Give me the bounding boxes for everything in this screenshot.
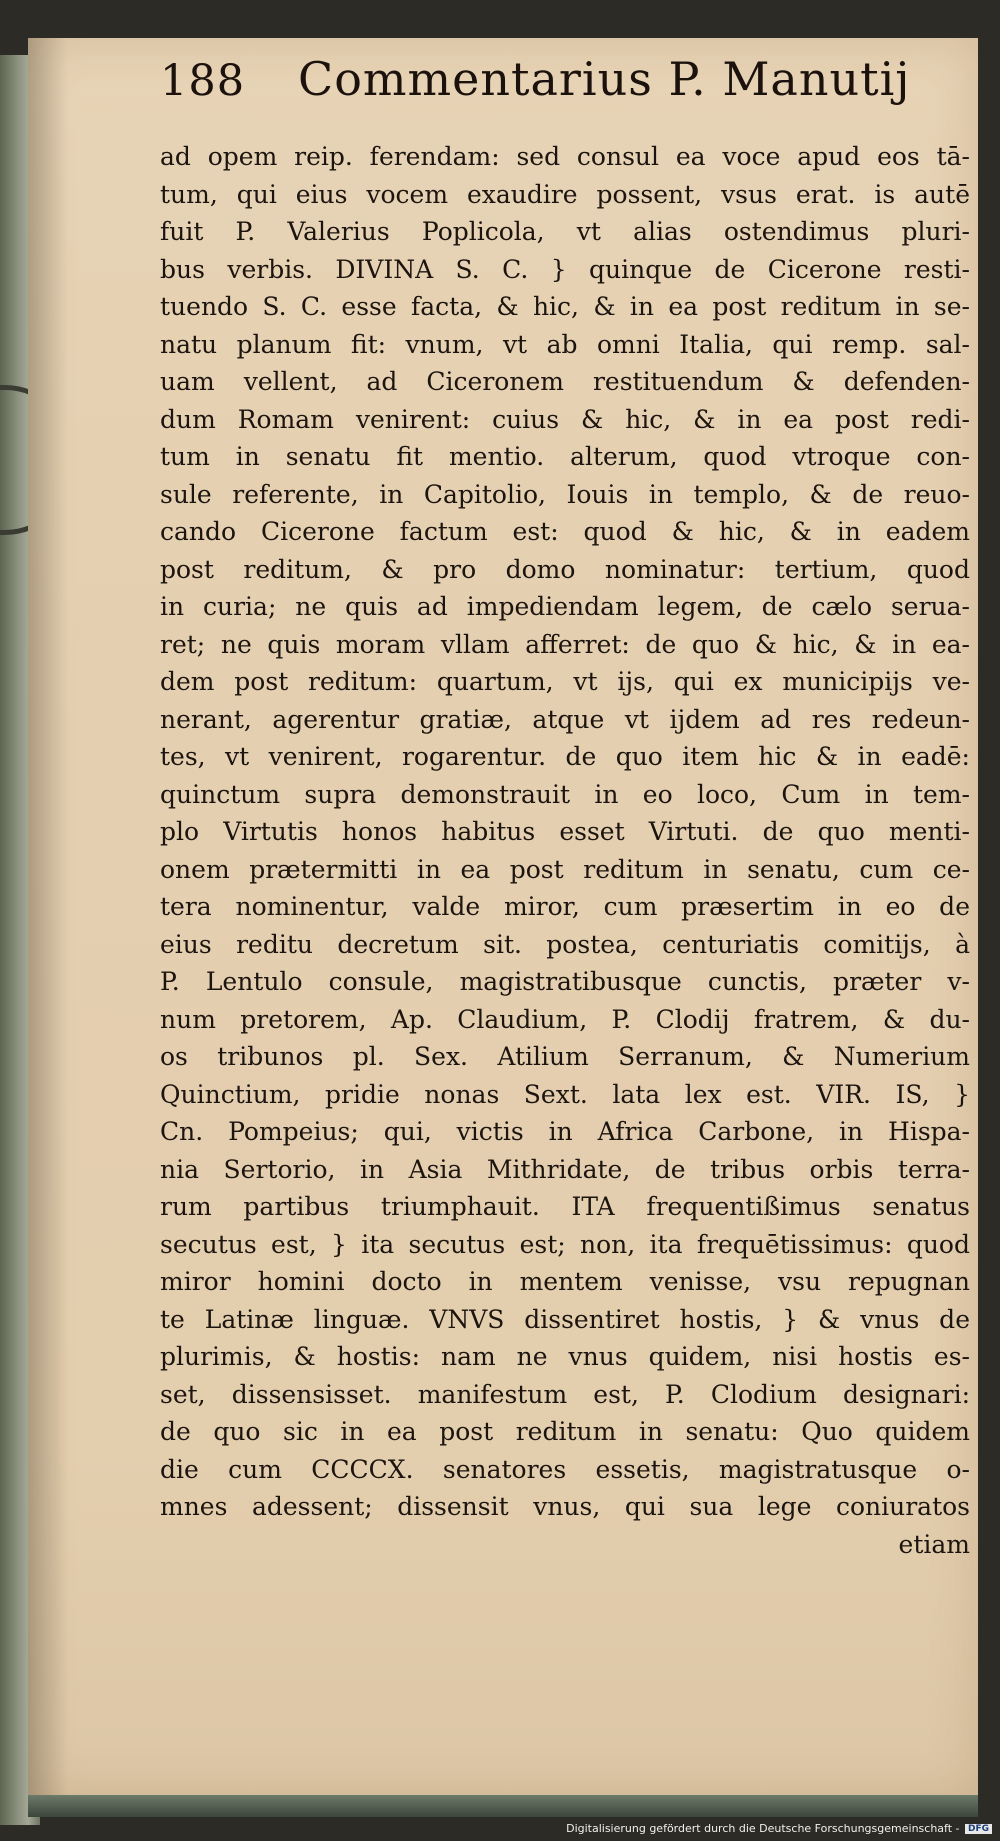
text-line: plo Virtutis honos habitus esset Virtuti. de quo menti-	[160, 817, 970, 846]
book-bottom-edge	[28, 1795, 978, 1817]
dfg-logo-icon: DFG	[965, 1824, 992, 1834]
text-line: nerant, agerentur gratiæ, atque vt ijdem ad res redeun-	[160, 704, 970, 734]
text-line: fuit P. Valerius Poplicola, vt alias ostendimus pluri-	[160, 217, 970, 246]
text-line: natu planum fit: vnum, vt ab omni Italia, qui remp. sal-	[160, 329, 970, 359]
text-line: tes, vt venirent, rogarentur. de quo item hic & in eadē:	[160, 742, 970, 771]
page-number: 188	[160, 56, 246, 106]
text-line: dum Romam venirent: cuius & hic, & in ea post redi-	[160, 404, 970, 434]
text-line: quinctum supra demonstrauit in eo loco, Cum in tem-	[160, 779, 970, 809]
text-line: Quinctium, pridie nonas Sext. lata lex est. VIR. IS, }	[160, 1079, 970, 1109]
text-line: miror homini docto in mentem venisse, vsu repugnan	[160, 1267, 970, 1296]
text-line: nia Sertorio, in Asia Mithridate, de tribus orbis terra-	[160, 1154, 970, 1184]
body-text	[160, 138, 970, 1563]
page-header	[160, 52, 940, 132]
text-line: set, dissensisset. manifestum est, P. Clodium designari:	[160, 1379, 970, 1409]
attribution-text: Digitalisierung gefördert durch die Deutsche Forschungsgemeinschaft -	[566, 1822, 960, 1835]
text-line: sule referente, in Capitolio, Iouis in templo, & de reuo-	[160, 479, 970, 509]
text-line: mnes adessent; dissensit vnus, qui sua lege coniuratos	[160, 1492, 970, 1521]
text-line: rum partibus triumphauit. ITA frequentißimus senatus	[160, 1192, 970, 1221]
text-line: Cn. Pompeius; qui, victis in Africa Carbone, in Hispa-	[160, 1117, 970, 1146]
text-line: secutus est, } ita secutus est; non, ita frequētissimus: quod	[160, 1229, 970, 1259]
text-line: etiam	[898, 1529, 970, 1559]
text-line: post reditum, & pro domo nominatur: tertium, quod	[160, 554, 970, 584]
text-line: P. Lentulo consule, magistratibusque cunctis, præter v-	[160, 967, 970, 996]
text-line: tum in senatu fit mentio. alterum, quod vtroque con-	[160, 442, 970, 471]
text-line: die cum CCCCX. senatores essetis, magistratusque o-	[160, 1454, 970, 1484]
text-line: dem post reditum: quartum, vt ijs, qui ex municipijs ve-	[160, 667, 970, 696]
text-line: tuendo S. C. esse facta, & hic, & in ea post reditum in se-	[160, 292, 970, 321]
text-line: in curia; ne quis ad impediendam legem, de cælo serua-	[160, 592, 970, 621]
text-line: te Latinæ linguæ. VNVS dissentiret hostis, } & vnus de	[160, 1304, 970, 1334]
funding-attribution	[566, 1822, 992, 1835]
text-line: de quo sic in ea post reditum in senatu: Quo quidem	[160, 1417, 970, 1446]
text-line: onem prætermitti in ea post reditum in senatu, cum ce-	[160, 854, 970, 884]
text-line: tera nominentur, valde miror, cum præsertim in eo de	[160, 892, 970, 921]
text-line: tum, qui eius vocem exaudire possent, vsus erat. is autē	[160, 179, 970, 209]
text-line: num pretorem, Ap. Claudium, P. Clodij fratrem, & du-	[160, 1004, 970, 1034]
text-line: plurimis, & hostis: nam ne vnus quidem, nisi hostis es-	[160, 1342, 970, 1371]
text-line: bus verbis. DIVINA S. C. } quinque de Cicerone resti-	[160, 254, 970, 284]
text-line: ad opem reip. ferendam: sed consul ea voce apud eos tā-	[160, 142, 970, 171]
text-line: cando Cicerone factum est: quod & hic, & in eadem	[160, 517, 970, 546]
text-line: eius reditu decretum sit. postea, centuriatis comitijs, à	[160, 929, 970, 959]
text-line: ret; ne quis moram vllam afferret: de quo & hic, & in ea-	[160, 629, 970, 659]
text-line: os tribunos pl. Sex. Atilium Serranum, & Numerium	[160, 1042, 970, 1071]
gutter-shadow	[28, 38, 68, 1798]
running-head: Commentarius P. Manutij	[298, 52, 911, 106]
text-line: uam vellent, ad Ciceronem restituendum & defenden-	[160, 367, 970, 396]
